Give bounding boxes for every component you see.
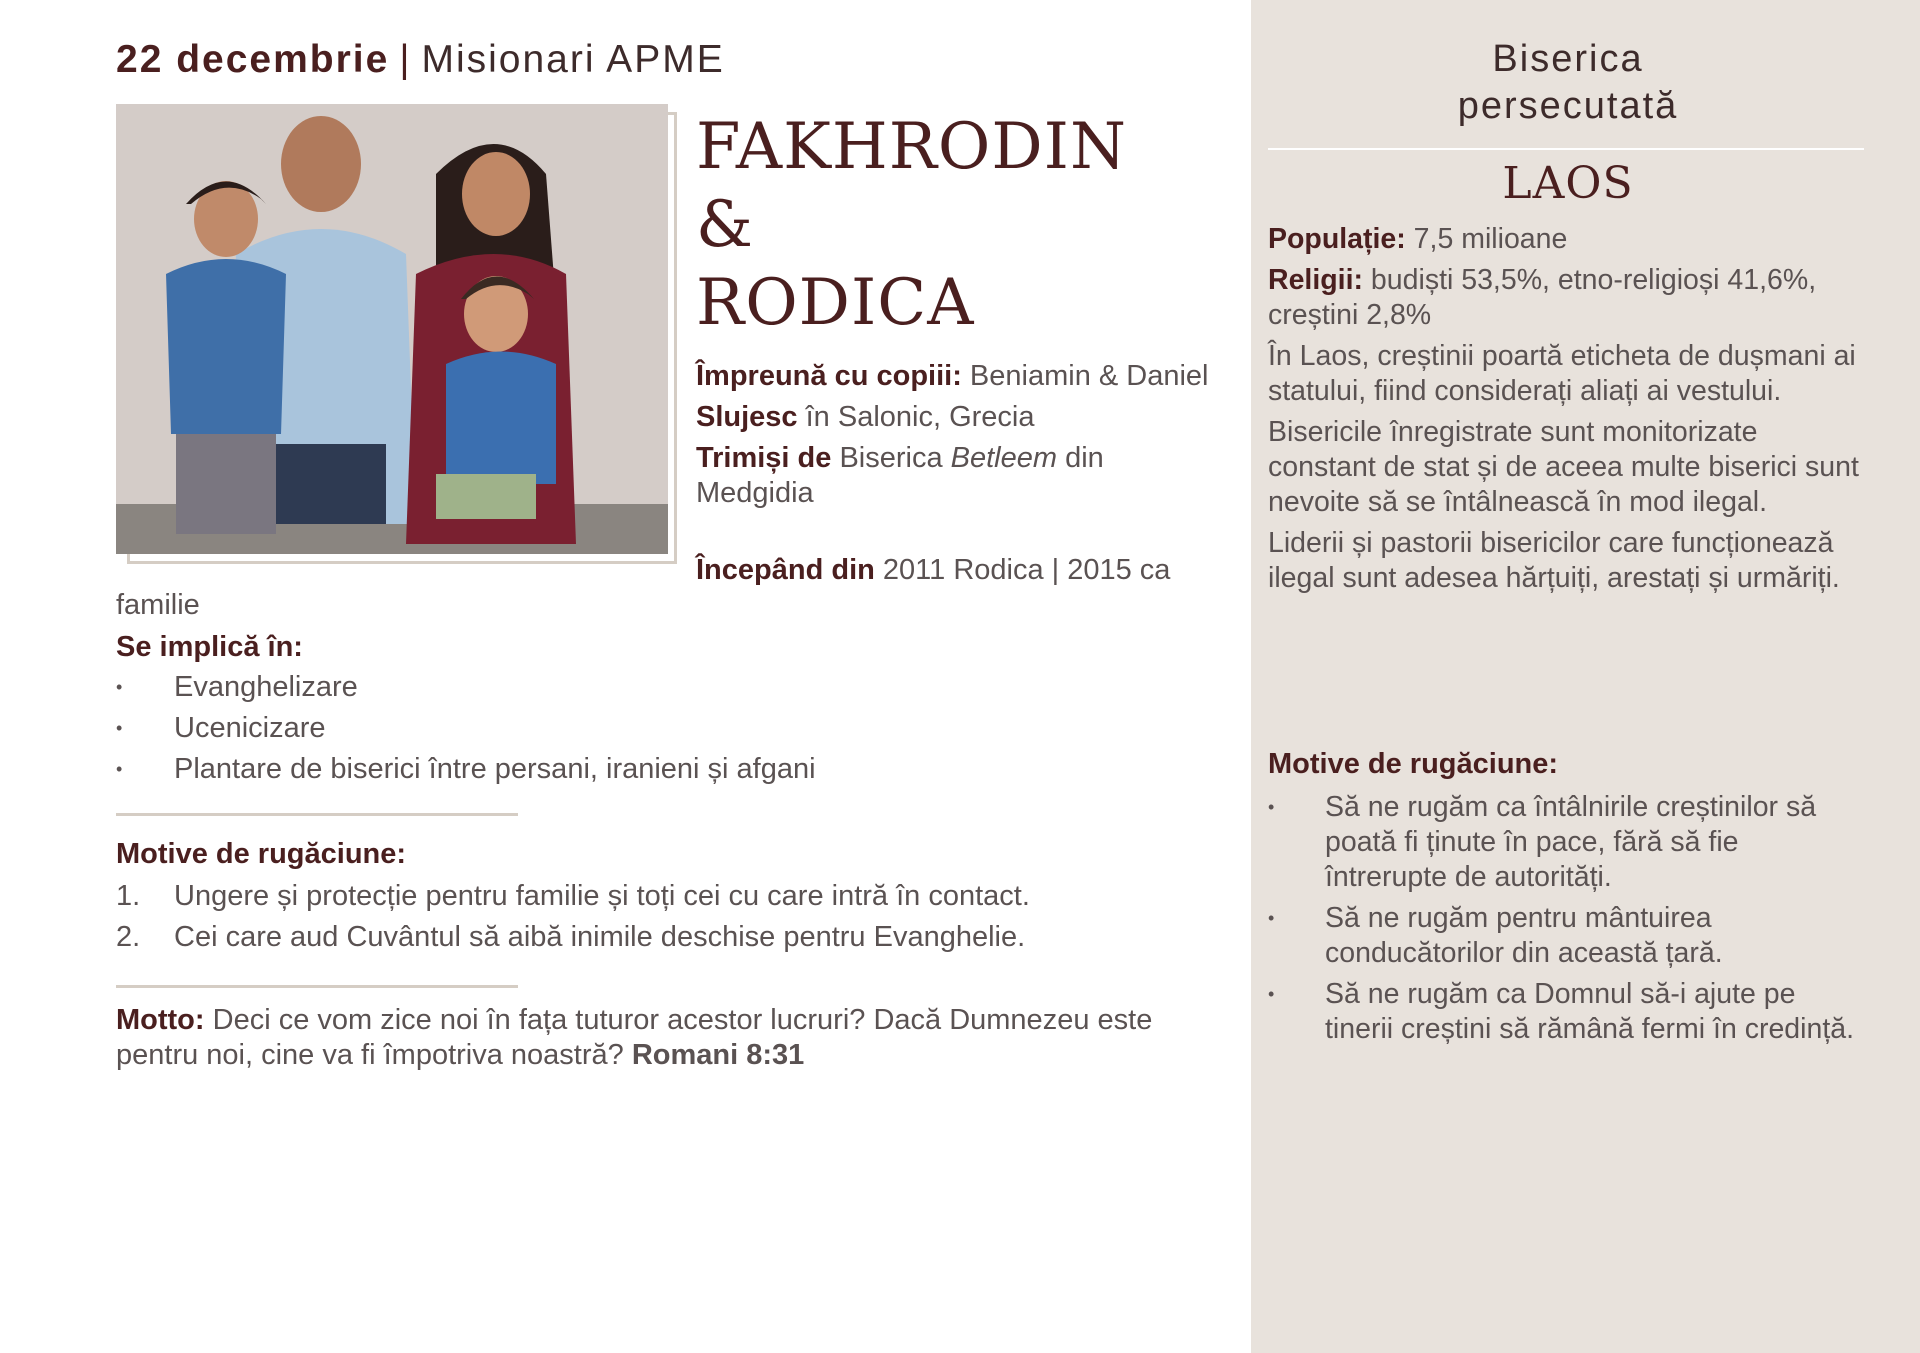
header-separator: | (399, 38, 412, 81)
family-photo (116, 104, 668, 554)
country-name: LAOS (1502, 158, 1634, 209)
panel-title (1251, 36, 1885, 130)
category: Misionari APME (421, 38, 725, 81)
paragraph: În Laos, creștinii poartă eticheta de dușmani ai statului, fiind considerați aliați ai vestului. (1268, 340, 1856, 407)
religion-value: budiști 53,5%, etno-religioși 41,6%, creștini 2,8% (1268, 264, 1817, 331)
population-value: 7,5 milioane (1405, 223, 1568, 255)
list-item: • Să ne rugăm pentru mântuirea conducătorilor din această țară. (1268, 901, 1868, 971)
page-header (116, 38, 725, 82)
panel-title-line-1: Biserica (1492, 38, 1644, 80)
paragraph: Liderii și pastorii bisericilor care funcționează ilegal sunt adesea hărțuiți, arestați și urmăriți. (1268, 527, 1840, 594)
item-text: Ungere și protecție pentru familie și toți cei cu care intră în contact. (174, 880, 1030, 912)
children-label: Împreună cu copiii: (696, 360, 962, 392)
panel-prayer-title: Motive de rugăciune: (1268, 748, 1559, 780)
list-item: • Ucenicizare (116, 711, 816, 752)
panel-title-line-2: persecutată (1457, 85, 1679, 127)
list-item: • Să ne rugăm ca Domnul să-i ajute pe tinerii creștini să rămână fermi în credință. (1268, 977, 1868, 1047)
sent-value-post: din Medgidia (696, 442, 1104, 509)
motto-reference: Romani 8:31 (631, 1039, 805, 1071)
involved-list (116, 670, 816, 793)
names-line-1: FAKHRODIN & (696, 110, 1127, 262)
family-photo-illustration (116, 104, 668, 554)
paragraph: Bisericile înregistrate sunt monitorizate constant de stat și de aceea multe biserici sunt nevoite să se întâlnească în mod ilegal. (1268, 416, 1859, 518)
motto-text: Deci ce vom zice noi în fața tuturor acestor lucruri? Dacă Dumnezeu este pentru noi, cine va fi împotriva noastră? (116, 1004, 1153, 1071)
item-number: 1. (116, 880, 141, 912)
country-facts (1268, 222, 1868, 602)
missionary-info (696, 359, 1216, 517)
sent-label: Trimiși de (696, 442, 832, 474)
motto (116, 1003, 1216, 1073)
names-line-2: RODICA (696, 266, 975, 340)
prayer-title: Motive de rugăciune: (116, 838, 407, 870)
persecuted-church-panel (1251, 0, 1920, 1353)
list-item (116, 879, 1030, 920)
serve-label: Slujesc (696, 401, 798, 433)
serve-line (696, 400, 1216, 435)
serve-value: în Salonic, Grecia (797, 401, 1035, 433)
date: 22 decembrie (116, 38, 390, 81)
panel-prayer-list (1268, 790, 1868, 1053)
prayer-list (116, 879, 1030, 961)
religion-line (1268, 263, 1868, 333)
missionary-section (116, 0, 1216, 1353)
list-item: • Să ne rugăm ca întâlnirile creștinilor să poată fi ținute în pace, fără să fie întrerupte de autorități. (1268, 790, 1868, 895)
list-item (116, 920, 1030, 961)
motto-label: Motto: (116, 1004, 205, 1036)
children-value: Beniamin & Daniel (961, 360, 1209, 392)
item-number: 2. (116, 921, 141, 953)
divider (116, 813, 518, 816)
involved-title: Se implică în: (116, 631, 303, 663)
sent-line (696, 441, 1216, 511)
item-text: Cei care aud Cuvântul să aibă inimile deschise pentru Evanghelie. (174, 921, 1026, 953)
start-line (116, 553, 1216, 623)
sent-value-pre: Biserica (831, 442, 951, 474)
missionary-names (696, 108, 1196, 342)
start-value: 2011 Rodica | 2015 ca familie (116, 554, 1171, 621)
divider (116, 985, 518, 988)
population-line (1268, 222, 1868, 257)
list-item: • Plantare de biserici între persani, iranieni și afgani (116, 752, 816, 793)
list-item: • Evanghelizare (116, 670, 816, 711)
children-line (696, 359, 1216, 394)
panel-divider (1268, 148, 1864, 150)
religion-label: Religii: (1268, 264, 1364, 296)
population-label: Populație: (1268, 223, 1406, 255)
start-label: Începând din (696, 554, 875, 586)
sent-church-name: Betleem (950, 442, 1058, 474)
